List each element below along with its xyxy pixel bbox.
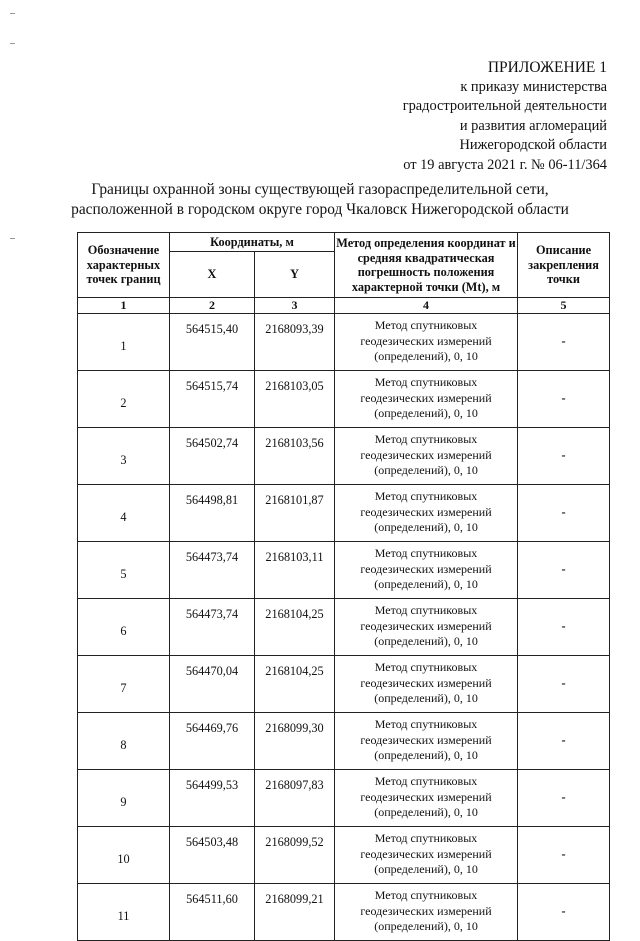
- method-line: Метод спутниковых: [374, 660, 478, 675]
- table-row: [78, 313, 610, 370]
- scan-mark: [10, 238, 15, 239]
- point-number: 1: [78, 313, 170, 370]
- point-number: 9: [78, 769, 170, 826]
- appendix-line: и развития агломераций: [459, 117, 607, 134]
- document-title-line: расположенной в городском округе город Чкаловск Нижегородской области: [71, 201, 569, 218]
- table-row: [78, 370, 610, 427]
- fixation-description: -: [518, 883, 610, 940]
- table-row: [78, 655, 610, 712]
- method-line: (определений), 0, 10: [374, 862, 478, 877]
- table-row: [78, 427, 610, 484]
- table-row: [78, 541, 610, 598]
- fixation-description: -: [518, 655, 610, 712]
- method-line: геодезических измерений: [360, 903, 492, 918]
- fixation-description: -: [518, 826, 610, 883]
- coordinate-x: 564469,76: [170, 712, 255, 769]
- fixation-description: -: [518, 712, 610, 769]
- method-line: Метод спутниковых: [374, 489, 478, 504]
- method-line: геодезических измерений: [360, 675, 492, 690]
- method-line: Метод спутниковых: [374, 831, 478, 846]
- coordinate-y: 2168103,11: [255, 541, 335, 598]
- method-cell: [335, 541, 518, 598]
- method-line: Метод спутниковых: [374, 375, 478, 390]
- method-line: геодезических измерений: [360, 333, 492, 348]
- method-line: Метод спутниковых: [374, 888, 478, 903]
- method-line: (определений), 0, 10: [374, 349, 478, 364]
- method-cell: [335, 883, 518, 940]
- method-line: Метод спутниковых: [374, 432, 478, 447]
- table-row: [78, 769, 610, 826]
- coordinate-y: 2168099,30: [255, 712, 335, 769]
- method-cell: [335, 484, 518, 541]
- method-line: (определений), 0, 10: [374, 463, 478, 478]
- point-number: 7: [78, 655, 170, 712]
- column-number: 4: [335, 298, 518, 314]
- method-cell: [335, 826, 518, 883]
- fixation-description: -: [518, 484, 610, 541]
- method-cell: [335, 598, 518, 655]
- coordinate-y: 2168103,05: [255, 370, 335, 427]
- appendix-line: к приказу министерства: [460, 78, 607, 95]
- coordinate-x: 564473,74: [170, 598, 255, 655]
- coordinate-y: 2168101,87: [255, 484, 335, 541]
- fixation-description: -: [518, 598, 610, 655]
- column-number: 2: [170, 298, 255, 314]
- coordinates-table: [77, 232, 610, 941]
- method-line: геодезических измерений: [360, 561, 492, 576]
- method-line: (определений), 0, 10: [374, 748, 478, 763]
- method-line: Метод спутниковых: [374, 318, 478, 333]
- appendix-block: [403, 58, 607, 176]
- coordinate-y: 2168103,56: [255, 427, 335, 484]
- point-number: 4: [78, 484, 170, 541]
- fixation-description: -: [518, 769, 610, 826]
- scan-mark: [10, 43, 15, 44]
- column-number: 1: [78, 298, 170, 314]
- method-line: (определений), 0, 10: [374, 919, 478, 934]
- table-row: [78, 712, 610, 769]
- coordinate-y: 2168093,39: [255, 313, 335, 370]
- fixation-description: -: [518, 370, 610, 427]
- method-line: геодезических измерений: [360, 789, 492, 804]
- header-method: Метод определения координат и средняя квадратическая погрешность положения характерной точки (Mt), м: [335, 233, 518, 298]
- method-line: (определений), 0, 10: [374, 406, 478, 421]
- header-y: Y: [255, 252, 335, 298]
- table-row: [78, 598, 610, 655]
- coordinate-x: 564502,74: [170, 427, 255, 484]
- table-row: [78, 826, 610, 883]
- method-line: Метод спутниковых: [374, 546, 478, 561]
- coordinate-y: 2168099,52: [255, 826, 335, 883]
- appendix-line: от 19 августа 2021 г. № 06-11/364: [403, 156, 607, 173]
- header-coordinates: Координаты, м: [170, 233, 335, 252]
- method-cell: [335, 370, 518, 427]
- method-line: Метод спутниковых: [374, 717, 478, 732]
- coordinate-x: 564498,81: [170, 484, 255, 541]
- header-designation: Обозначение характерных точек границ: [78, 233, 170, 298]
- fixation-description: -: [518, 541, 610, 598]
- method-cell: [335, 427, 518, 484]
- table-row: [78, 484, 610, 541]
- method-line: (определений), 0, 10: [374, 805, 478, 820]
- method-line: (определений), 0, 10: [374, 634, 478, 649]
- document-title: [0, 180, 640, 220]
- header-description: Описание закрепления точки: [518, 233, 610, 298]
- method-line: (определений), 0, 10: [374, 520, 478, 535]
- fixation-description: -: [518, 427, 610, 484]
- column-number: 3: [255, 298, 335, 314]
- method-line: геодезических измерений: [360, 390, 492, 405]
- method-cell: [335, 313, 518, 370]
- document-title-line: Границы охранной зоны существующей газораспределительной сети,: [91, 181, 549, 198]
- method-line: геодезических измерений: [360, 504, 492, 519]
- coordinate-y: 2168104,25: [255, 655, 335, 712]
- method-line: геодезических измерений: [360, 447, 492, 462]
- method-line: Метод спутниковых: [374, 774, 478, 789]
- coordinate-y: 2168097,83: [255, 769, 335, 826]
- point-number: 6: [78, 598, 170, 655]
- coordinate-x: 564511,60: [170, 883, 255, 940]
- point-number: 5: [78, 541, 170, 598]
- coordinate-x: 564473,74: [170, 541, 255, 598]
- point-number: 8: [78, 712, 170, 769]
- header-x: X: [170, 252, 255, 298]
- coordinate-x: 564470,04: [170, 655, 255, 712]
- method-cell: [335, 712, 518, 769]
- method-line: геодезических измерений: [360, 618, 492, 633]
- point-number: 2: [78, 370, 170, 427]
- point-number: 3: [78, 427, 170, 484]
- table-row: [78, 883, 610, 940]
- method-cell: [335, 655, 518, 712]
- column-number: 5: [518, 298, 610, 314]
- appendix-title: ПРИЛОЖЕНИЕ 1: [487, 59, 607, 76]
- coordinate-x: 564515,40: [170, 313, 255, 370]
- method-line: (определений), 0, 10: [374, 577, 478, 592]
- fixation-description: -: [518, 313, 610, 370]
- scan-mark: [10, 13, 15, 14]
- coordinate-x: 564515,74: [170, 370, 255, 427]
- method-line: (определений), 0, 10: [374, 691, 478, 706]
- method-line: Метод спутниковых: [374, 603, 478, 618]
- coordinate-x: 564499,53: [170, 769, 255, 826]
- point-number: 10: [78, 826, 170, 883]
- coordinate-y: 2168099,21: [255, 883, 335, 940]
- method-line: геодезических измерений: [360, 732, 492, 747]
- coordinate-y: 2168104,25: [255, 598, 335, 655]
- appendix-line: градостроительной деятельности: [402, 98, 607, 115]
- method-line: геодезических измерений: [360, 846, 492, 861]
- method-cell: [335, 769, 518, 826]
- point-number: 11: [78, 883, 170, 940]
- appendix-line: Нижегородской области: [459, 137, 607, 154]
- coordinate-x: 564503,48: [170, 826, 255, 883]
